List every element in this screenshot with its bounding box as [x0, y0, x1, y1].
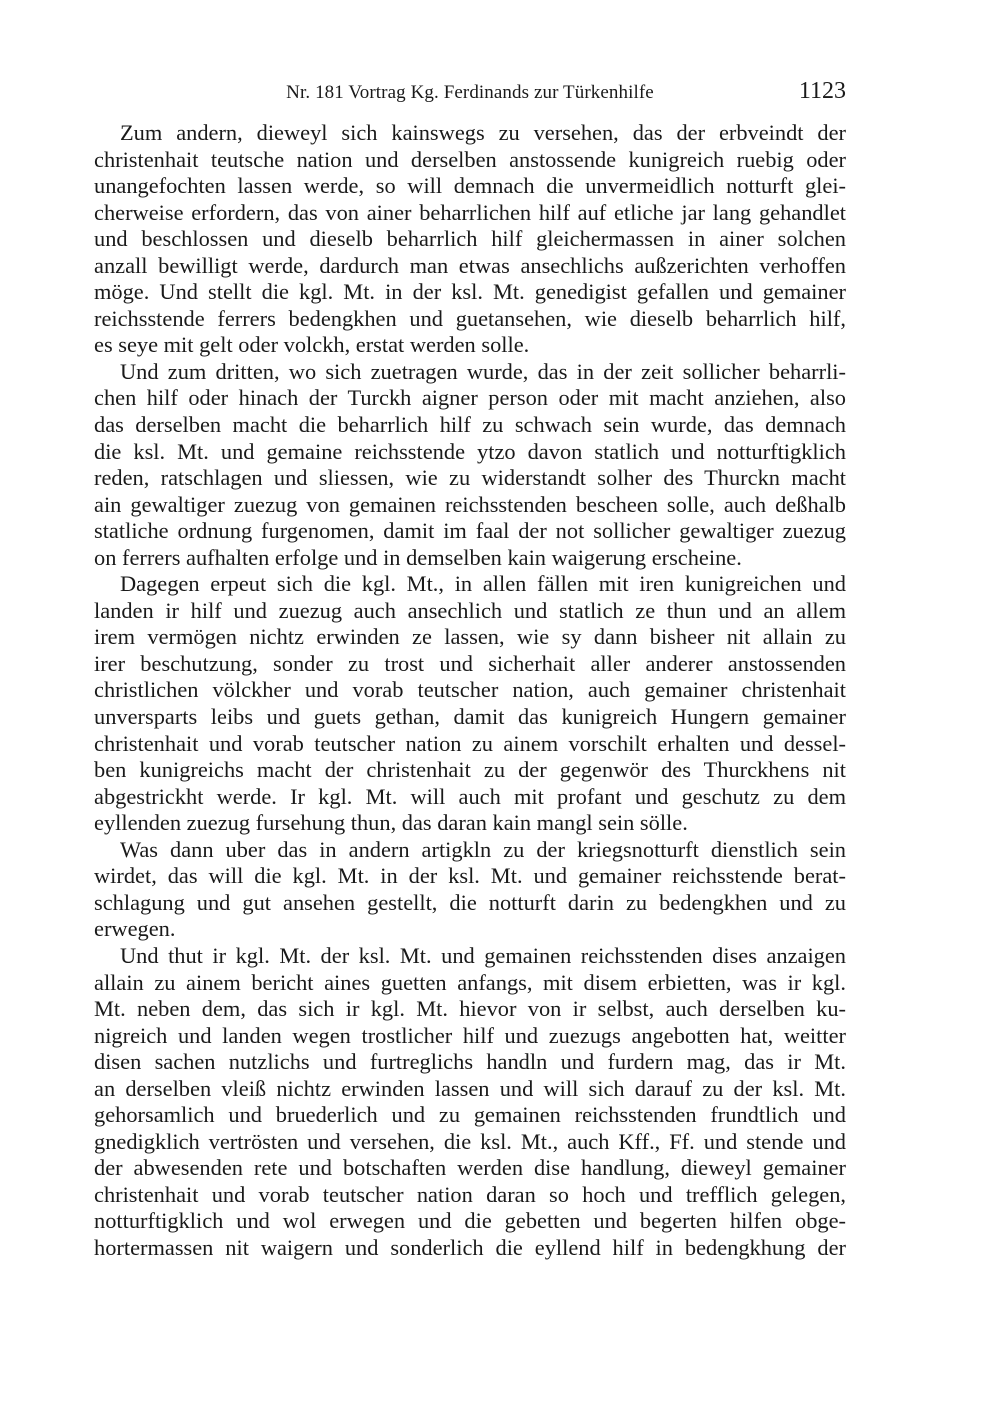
text-line: christenhait teutsche nation und derselben anstossende kunigreich ruebig oder: [94, 146, 846, 172]
text-line: notturftigklich und wol erwegen und die gebetten und begerten hilfen obge-: [94, 1208, 846, 1234]
text-line: nigreich und landen wegen trostlicher hilf und zuezugs angebotten hat, weitter: [94, 1022, 846, 1048]
text-line: chen hilf oder hinach der Turckh aigner person oder mit macht anziehen, also: [94, 385, 846, 411]
text-line: statliche ordnung furgenomen, damit im faal der not sollicher gewaltiger zuezug: [94, 518, 846, 544]
text-line: christlichen völckher und vorab teutscher nation, auch gemainer christenhait: [94, 677, 846, 703]
running-title: Nr. 181 Vortrag Kg. Ferdinands zur Türkenhilfe: [286, 82, 654, 103]
text-line: der abwesenden rete und botschaften werden dise handlung, dieweyl gemainer: [94, 1155, 846, 1181]
text-line: Zum andern, dieweyl sich kainswegs zu versehen, das der erbveindt der: [120, 120, 846, 145]
paragraph: [94, 943, 846, 1262]
text-line: reden, ratschlagen und sliessen, wie zu widerstandt solher des Thurckn macht: [94, 465, 846, 491]
text-line: und beschlossen und dieselb beharrlich hilf gleichermassen in ainer solchen: [94, 226, 846, 252]
text-line: es seye mit gelt oder volckh, erstat werden solle.: [94, 332, 530, 358]
text-line: Und thut ir kgl. Mt. der ksl. Mt. und gemainen reichsstenden dises anzaigen: [120, 942, 846, 968]
body-text: [94, 120, 846, 1262]
text-line: on ferrers aufhalten erfolge und in demselben kain waigerung erscheine.: [94, 544, 742, 570]
text-line: Was dann uber das in andern artigkln zu der kriegsnotturft dienstlich sein: [120, 836, 846, 862]
paragraph: [94, 359, 846, 571]
text-line: Mt. neben dem, das sich ir kgl. Mt. hievor von ir selbst, auch derselben ku-: [94, 996, 846, 1022]
text-line: hortermassen nit waigern und sonderlich die eyllend hilf in bedengkhung der: [94, 1234, 846, 1260]
text-line: Und zum dritten, wo sich zuetragen wurde, das in der zeit sollicher beharrli-: [120, 358, 846, 384]
text-line: das derselben macht die beharrlich hilf zu schwach sein wurde, das demnach: [94, 412, 846, 438]
text-line: eyllenden zuezug fursehung thun, das daran kain mangl sein sölle.: [94, 810, 688, 836]
text-line: unangefochten lassen werde, so will demnach die unvermeidlich notturft glei-: [94, 173, 846, 199]
text-line: irem vermögen nichtz erwinden ze lassen, wie sy dann bisheer nit allain zu: [94, 624, 846, 650]
paragraph: [94, 120, 846, 359]
text-line: christenhait und vorab teutscher nation zu ainem vorschilt erhalten und dessel-: [94, 730, 846, 756]
text-line: möge. Und stellt die kgl. Mt. in der ksl. Mt. genedigist gefallen und gemainer: [94, 279, 846, 305]
text-line: erwegen.: [94, 916, 176, 942]
text-line: cherweise erfordern, das von ainer beharrlichen hilf auf etliche jar lang gehandlet: [94, 199, 846, 225]
text-line: landen ir hilf und zuezug auch ansechlich und statlich ze thun und an allem: [94, 597, 846, 623]
text-line: christenhait und vorab teutscher nation daran so hoch und trefflich gelegen,: [94, 1181, 846, 1207]
text-line: gnedigklich vertrösten und versehen, die ksl. Mt., auch Kff., Ff. und stende und: [94, 1128, 846, 1154]
page-number: 1123: [798, 78, 846, 104]
text-line: an derselben vleiß nichtz erwinden lassen und will sich darauf zu der ksl. Mt.: [94, 1075, 846, 1101]
text-line: unversparts leibs und guets gethan, damit das kunigreich Hungern gemainer: [94, 704, 846, 730]
text-line: abgestrickht werde. Ir kgl. Mt. will auch mit profant und geschutz zu dem: [94, 783, 846, 809]
text-line: ain gewaltiger zuezug von gemainen reichsstenden bescheen solle, auch deßhalb: [94, 491, 846, 517]
text-line: Dagegen erpeut sich die kgl. Mt., in allen fällen mit iren kunigreichen und: [120, 571, 846, 597]
text-line: wirdet, das will die kgl. Mt. in der ksl. Mt. und gemainer reichsstende berat-: [94, 863, 846, 889]
text-line: ben kunigreichs macht der christenhait zu der gegenwör des Thurckhens nit: [94, 757, 846, 783]
text-line: schlagung und gut ansehen gestellt, die notturft darin zu bedengkhen und zu: [94, 889, 846, 915]
text-line: irer beschutzung, sonder zu trost und sicherhait aller anderer anstossenden: [94, 650, 846, 676]
running-head: [94, 78, 846, 108]
paragraph: [94, 837, 846, 943]
text-line: allain zu ainem bericht aines guetten anfangs, mit disem erbietten, was ir kgl.: [94, 969, 846, 995]
text-line: gehorsamlich und bruederlich und zu gemainen reichsstenden frundtlich und: [94, 1102, 846, 1128]
text-line: reichsstende ferrers bedengkhen und guetansehen, wie dieselb beharrlich hilf,: [94, 305, 846, 331]
text-line: die ksl. Mt. und gemaine reichsstende ytzo davon statlich und notturftigklich: [94, 438, 846, 464]
text-line: disen sachen nutzlichs und furtreglichs handln und furdern mag, das ir Mt.: [94, 1049, 846, 1075]
paragraph: [94, 571, 846, 836]
text-line: anzall bewilligt werde, dardurch man etwas ansechlichs außzerichten verhoffen: [94, 252, 846, 278]
